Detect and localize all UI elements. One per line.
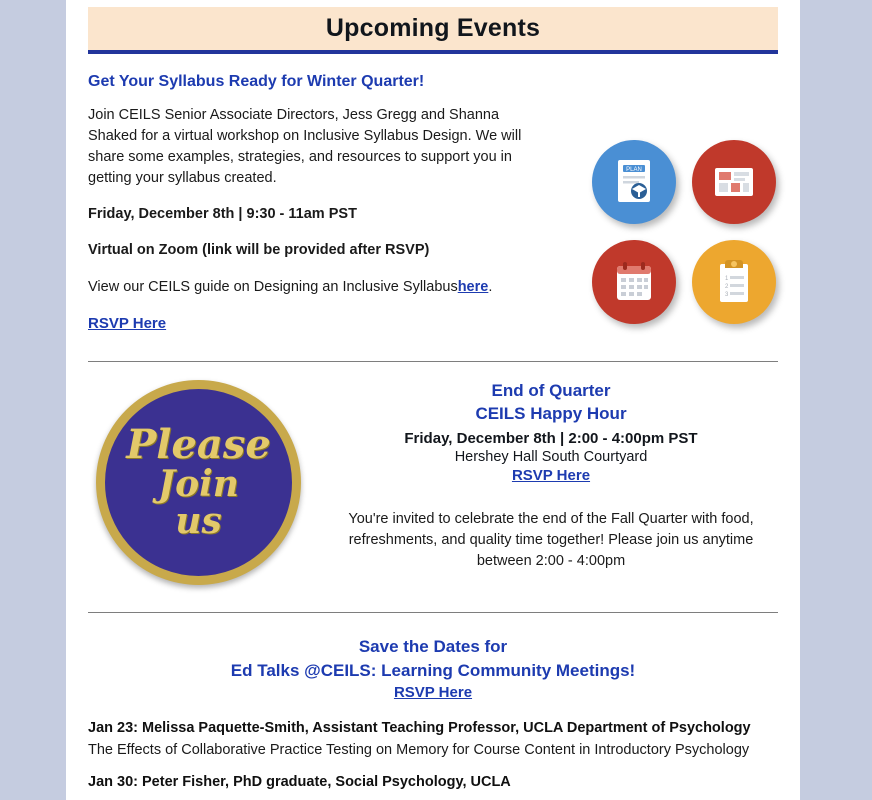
syllabus-location: Virtual on Zoom (link will be provided after RSVP) (88, 242, 430, 259)
syllabus-heading: Get Your Syllabus Ready for Winter Quarter! (88, 73, 425, 90)
ed-talks-title-2: Ed Talks @CEILS: Learning Community Meetings! (230, 660, 636, 680)
talk-topic: The Effects of Collaborative Practice Testing on Memory for Course Content in Introductory Psychology (88, 741, 750, 758)
syllabus-paragraph: Join CEILS Senior Associate Directors, Jess Gregg and Shanna Shaked for a virtual workshop on Inclusive Syllabus Design. We will share some examples, strategies, and resources to support you in getting your syllabus created. (88, 107, 522, 187)
svg-text:PLAN: PLAN (626, 167, 642, 173)
happy-hour-title-2: CEILS Happy Hour (475, 403, 627, 423)
svg-text:3: 3 (725, 292, 729, 298)
happy-hour-details (336, 380, 766, 572)
ed-talks-rsvp-link[interactable]: RSVP Here (393, 684, 473, 702)
please-join-us-badge (96, 380, 301, 585)
guide-period: . (488, 279, 493, 296)
list-item (88, 718, 778, 760)
happy-hour-datetime: Friday, December 8th | 2:00 - 4:00pm PST (404, 429, 698, 447)
badge-line-3: us (175, 500, 222, 543)
list-item (88, 772, 778, 792)
happy-hour-body: You're invited to celebrate the end of the Fall Quarter with food, refreshments, and quality time together! Please join us anytime between 2:00 - 4:00pm (348, 510, 754, 569)
plan-document-icon (592, 140, 676, 224)
svg-text:1: 1 (725, 276, 729, 282)
talk-speaker: Jan 23: Melissa Paquette-Smith, Assistant Teaching Professor, UCLA Department of Psychology (88, 720, 751, 737)
badge-line-1: Please (126, 420, 271, 468)
syllabus-guide-line (88, 277, 538, 298)
syllabus-details (88, 204, 538, 261)
event-icon-cluster (592, 140, 778, 326)
checklist-icon (692, 240, 776, 324)
happy-hour-location: Hershey Hall South Courtyard (454, 448, 648, 465)
syllabus-section (66, 54, 800, 335)
calendar-icon (592, 240, 676, 324)
talk-speaker: Jan 30: Peter Fisher, PhD graduate, Social Psychology, UCLA (88, 774, 511, 791)
guide-here-link[interactable]: here (457, 279, 489, 296)
page-title: Upcoming Events (325, 14, 541, 42)
ed-talks-rsvp-wrapper (88, 684, 778, 702)
email-content (66, 0, 800, 794)
syllabus-datetime: Friday, December 8th | 9:30 - 11am PST (88, 206, 357, 223)
svg-text:2: 2 (725, 284, 729, 290)
upcoming-events-banner (88, 7, 778, 54)
email-sheet (66, 0, 800, 800)
grid-layout-icon (692, 140, 776, 224)
syllabus-rsvp-link[interactable]: RSVP Here (88, 315, 167, 333)
ed-talks-title-1: Save the Dates for (358, 636, 508, 656)
syllabus-body (88, 105, 538, 335)
happy-hour-rsvp-link[interactable]: RSVP Here (511, 466, 591, 484)
guide-text: View our CEILS guide on Designing an Inclusive Syllabus (88, 279, 458, 296)
badge-line-2: Join (158, 462, 239, 505)
ed-talks-section (66, 613, 800, 792)
happy-hour-rsvp-wrapper (336, 467, 766, 485)
badge-text (126, 420, 271, 543)
happy-hour-section (66, 362, 800, 612)
happy-hour-title-1: End of Quarter (491, 380, 611, 400)
